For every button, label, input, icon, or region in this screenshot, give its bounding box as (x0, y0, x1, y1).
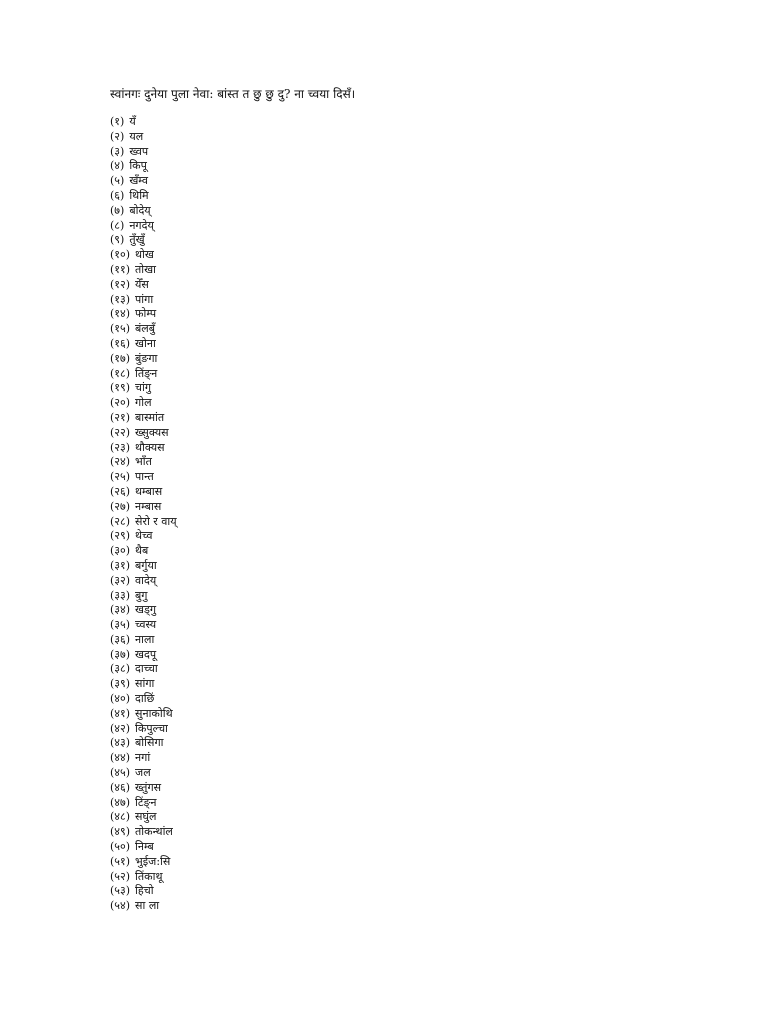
list-item (110, 278, 177, 293)
item-word: वादेय् (135, 573, 157, 587)
item-number: (३३) (110, 588, 131, 602)
item-number: (३१) (110, 558, 131, 572)
item-number: (९) (110, 233, 125, 247)
item-word: नम्बास (135, 499, 162, 513)
item-number: (४) (110, 159, 125, 173)
item-number: (१८) (110, 366, 131, 380)
item-word: तुँखुँ (129, 233, 145, 247)
item-number: (३९) (110, 677, 131, 691)
item-number: (२२) (110, 425, 131, 439)
list-item (110, 677, 177, 692)
item-word: नगदेय् (129, 218, 154, 232)
list-item (110, 189, 177, 204)
list-item (110, 411, 177, 426)
list-item (110, 352, 177, 367)
item-word: नाला (135, 632, 155, 646)
item-word: थौक्यस (135, 440, 165, 454)
list-item (110, 219, 177, 234)
item-number: (४३) (110, 736, 131, 750)
item-number: (५२) (110, 869, 131, 883)
list-item (110, 825, 177, 840)
item-number: (१७) (110, 351, 131, 365)
item-number: (१६) (110, 336, 131, 350)
item-word: खोना (135, 336, 156, 350)
item-word: थैब (135, 544, 149, 558)
list-item (110, 322, 177, 337)
list-item (110, 515, 177, 530)
list-item (110, 233, 177, 248)
list-item (110, 840, 177, 855)
item-number: (५०) (110, 840, 131, 854)
list-item (110, 485, 177, 500)
item-word: दाच्चा (135, 662, 158, 676)
item-number: (३४) (110, 603, 131, 617)
list-item (110, 441, 177, 456)
item-word: भाँत (135, 455, 152, 469)
item-word: ख्तुंगस (135, 780, 162, 794)
item-number: (६) (110, 188, 125, 202)
item-number: (२०) (110, 396, 131, 410)
item-number: (५३) (110, 884, 131, 898)
item-word: बंलबुँ (135, 322, 156, 336)
list-item (110, 707, 177, 722)
item-word: ख्वप (129, 144, 149, 158)
list-item (110, 130, 177, 145)
item-number: (३७) (110, 647, 131, 661)
list-item (110, 470, 177, 485)
item-number: (३०) (110, 544, 131, 558)
item-word: तिंङ्न (135, 366, 158, 380)
list-item (110, 796, 177, 811)
item-word: टिंङ्न (135, 795, 157, 809)
item-number: (१४) (110, 307, 131, 321)
item-number: (४७) (110, 795, 131, 809)
item-number: (२७) (110, 499, 131, 513)
list-item (110, 293, 177, 308)
item-word: बास्मांत (135, 410, 165, 424)
item-number: (५४) (110, 899, 131, 913)
item-number: (१९) (110, 381, 131, 395)
list-item (110, 544, 177, 559)
item-word: चांगु (135, 381, 152, 395)
item-word: यँ (129, 115, 136, 128)
item-word: जल (135, 766, 151, 780)
item-word: खँम्व (129, 174, 149, 188)
item-number: (१३) (110, 292, 131, 306)
list-item (110, 899, 177, 914)
item-number: (३) (110, 144, 125, 158)
item-word: निम्ब (135, 840, 154, 854)
item-number: (४१) (110, 706, 131, 720)
item-number: (३२) (110, 573, 131, 587)
list-item (110, 559, 177, 574)
item-word: थेच्व (135, 529, 153, 543)
place-name-list (110, 115, 177, 914)
list-item (110, 396, 177, 411)
list-item (110, 855, 177, 870)
item-word: बुगु (135, 588, 148, 602)
item-number: (३८) (110, 662, 131, 676)
item-number: (२१) (110, 410, 131, 424)
item-word: तोकन्थांल (135, 825, 173, 839)
list-item (110, 603, 177, 618)
list-item (110, 662, 177, 677)
item-number: (१५) (110, 322, 131, 336)
list-item (110, 692, 177, 707)
item-word: तिंकाथू (135, 869, 163, 883)
item-number: (१०) (110, 248, 131, 262)
item-word: बर्गुया (135, 558, 157, 572)
item-number: (४०) (110, 692, 131, 706)
item-word: बोदेय् (129, 203, 151, 217)
list-item (110, 870, 177, 885)
list-item (110, 263, 177, 278)
item-word: थम्बास (135, 484, 163, 498)
list-item (110, 618, 177, 633)
item-number: (७) (110, 203, 125, 217)
list-item (110, 426, 177, 441)
item-word: पांगा (135, 292, 154, 306)
item-word: किपू (129, 159, 147, 173)
item-number: (३५) (110, 618, 131, 632)
item-word: तोखा (135, 262, 156, 276)
item-word: खदपू (135, 647, 157, 661)
item-number: (२४) (110, 455, 131, 469)
list-item (110, 722, 177, 737)
list-item (110, 337, 177, 352)
item-word: बोसिगा (135, 736, 164, 750)
item-number: (४८) (110, 810, 131, 824)
list-item (110, 307, 177, 322)
item-number: (२) (110, 129, 125, 143)
item-number: (२५) (110, 470, 131, 484)
item-number: (४६) (110, 780, 131, 794)
list-item (110, 248, 177, 263)
item-number: (१) (110, 115, 125, 128)
list-item (110, 648, 177, 663)
item-word: दाछिं (135, 692, 155, 706)
item-word: पान्त (135, 470, 154, 484)
item-word: किपुल्चा (135, 721, 168, 735)
item-number: (११) (110, 262, 131, 276)
item-word: फोम्प (135, 307, 157, 321)
item-word: सा ला (135, 899, 160, 913)
list-item (110, 574, 177, 589)
list-item (110, 633, 177, 648)
item-word: बुंङगा (135, 351, 158, 365)
item-word: येँस (135, 277, 149, 291)
item-word: सघुंल (135, 810, 157, 824)
item-number: (४४) (110, 751, 131, 765)
list-item (110, 589, 177, 604)
item-number: (५१) (110, 854, 131, 868)
item-number: (२३) (110, 440, 131, 454)
list-item (110, 810, 177, 825)
item-number: (१२) (110, 277, 131, 291)
item-word: सुनाकोथि (135, 706, 173, 720)
list-item (110, 159, 177, 174)
list-item (110, 115, 177, 130)
list-item (110, 367, 177, 382)
item-word: सेरो र वाय् (135, 514, 177, 528)
item-word: गोल (135, 396, 152, 410)
item-word: च्वस्य (135, 618, 157, 632)
list-item (110, 781, 177, 796)
list-item (110, 500, 177, 515)
list-item (110, 145, 177, 160)
list-item (110, 884, 177, 899)
item-number: (२६) (110, 484, 131, 498)
item-number: (४९) (110, 825, 131, 839)
list-item (110, 529, 177, 544)
item-word: थोख (135, 248, 154, 262)
document-heading: स्वांनगः दुनेया पुला नेवा: बांस्त त छु छु दु? ना च्वया दिसँ। (110, 87, 356, 101)
item-number: (८) (110, 218, 125, 232)
list-item (110, 381, 177, 396)
item-number: (५) (110, 174, 125, 188)
list-item (110, 751, 177, 766)
item-word: सांगा (135, 677, 155, 691)
list-item (110, 736, 177, 751)
item-number: (४२) (110, 721, 131, 735)
list-item (110, 455, 177, 470)
item-word: नगां (135, 751, 151, 765)
item-number: (३६) (110, 632, 131, 646)
list-item (110, 204, 177, 219)
item-word: यल (129, 129, 144, 143)
list-item (110, 174, 177, 189)
list-item (110, 766, 177, 781)
item-word: हिचो (135, 884, 154, 898)
item-word: थिमि (129, 188, 149, 202)
item-number: (२८) (110, 514, 131, 528)
item-number: (२९) (110, 529, 131, 543)
item-number: (४५) (110, 766, 131, 780)
item-word: भुईज:सि (135, 854, 171, 868)
item-word: ख्सुक्यस (135, 425, 169, 439)
item-word: खड्गु (135, 603, 157, 617)
